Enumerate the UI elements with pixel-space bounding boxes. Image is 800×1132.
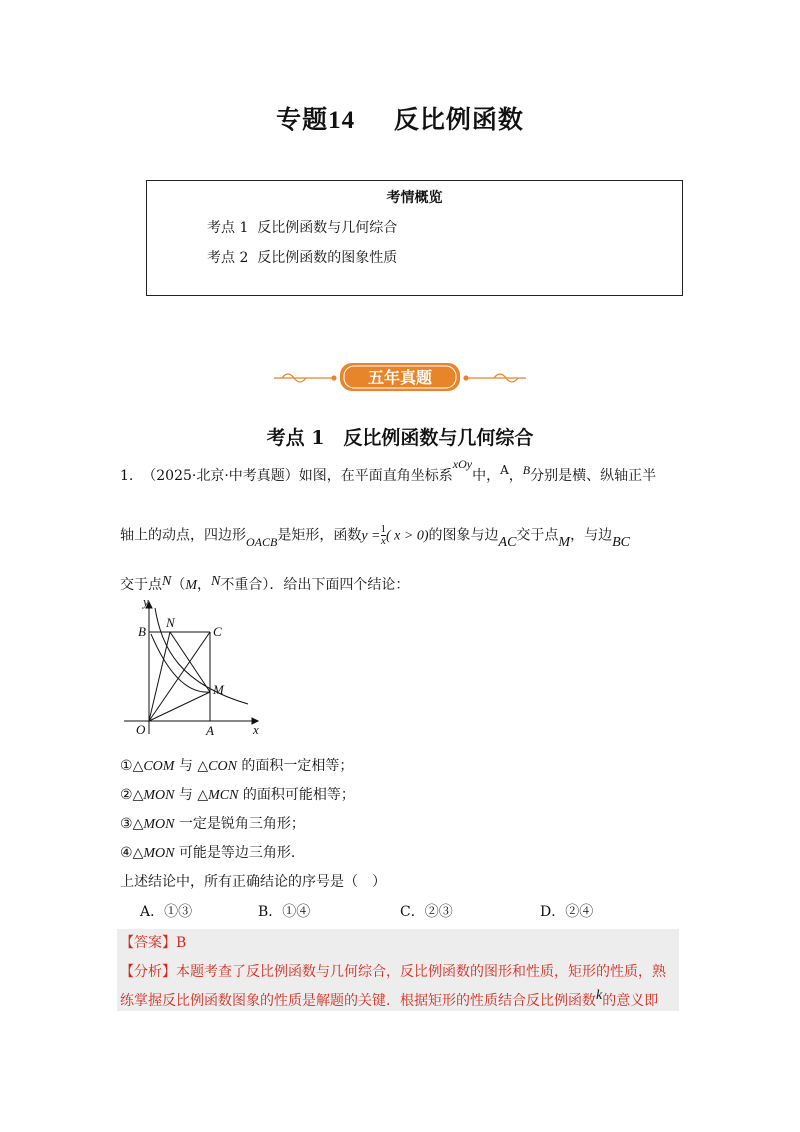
statement-triangle: MON <box>143 846 175 861</box>
point-m: M <box>558 534 571 550</box>
overview-item-text: 反比例函数的图象性质 <box>257 250 398 266</box>
option-b[interactable]: B．①④ <box>258 904 311 920</box>
analysis-line-2 <box>120 990 658 1010</box>
question-text: 不重合）．给出下面四个结论： <box>220 577 410 593</box>
point-n: N <box>162 574 172 589</box>
title-text: 反比例函数 <box>393 105 524 134</box>
statement <box>120 755 353 775</box>
question-line-2 <box>120 523 630 550</box>
overview-item-text: 反比例函数与几何综合 <box>257 220 398 236</box>
overview-box <box>146 180 683 296</box>
label-y: y <box>143 594 149 609</box>
function-domain: ( x > 0) <box>386 528 429 544</box>
overview-item <box>207 217 397 237</box>
option-c[interactable]: C．②③ <box>400 904 453 920</box>
label-c: C <box>213 624 222 639</box>
question-line-1 <box>120 457 657 485</box>
answer-line <box>120 932 186 952</box>
label-m: M <box>213 682 224 697</box>
analysis-text: 的意义即 <box>602 993 659 1009</box>
page-title <box>0 100 800 136</box>
label-o: O <box>136 722 146 737</box>
statement-text: 与 △ <box>174 758 209 774</box>
answer-value: B <box>176 935 187 951</box>
statement <box>120 813 305 833</box>
overview-item-label: 考点 1 <box>207 220 249 236</box>
point-n: N <box>211 574 221 589</box>
question-text: 交于点 <box>120 577 162 593</box>
point-a: A <box>500 463 509 477</box>
question-prompt: 上述结论中，所有正确结论的序号是（ ） <box>120 874 386 890</box>
statement <box>120 784 355 804</box>
question-text: 中， <box>472 468 501 484</box>
overview-heading: 考情概览 <box>386 190 443 206</box>
point-b: B <box>522 463 531 477</box>
statement-triangle: CON <box>208 759 237 774</box>
statement-mark: ④ <box>120 845 133 861</box>
title-prefix: 专题 <box>276 105 329 134</box>
question-line-3 <box>120 574 409 594</box>
function-lhs: y = <box>361 528 381 544</box>
answer-tag: 【答案】 <box>120 935 176 951</box>
statement-text: △ <box>132 758 144 774</box>
label-a: A <box>206 723 214 738</box>
statement-triangle: MCN <box>208 788 239 803</box>
statement-text: 可能是等边三角形. <box>174 845 296 861</box>
statement-triangle: COM <box>143 759 175 774</box>
label-x: x <box>253 722 259 737</box>
coord-system: xOy <box>452 457 473 471</box>
question-text: 轴上的动点，四边形 <box>120 527 246 544</box>
fraction-denominator: x <box>380 535 386 547</box>
statement-triangle: MON <box>143 788 175 803</box>
statement <box>120 842 295 862</box>
analysis-text: 练掌握反比例函数图象的性质是解题的关键．根据矩形的性质结合反比例函数 <box>120 993 596 1009</box>
statement-triangle: MON <box>143 817 175 832</box>
banner-text: 五年真题 <box>367 368 433 387</box>
question-text: 如图，在平面直角坐标系 <box>298 468 453 484</box>
fraction-numerator: 1 <box>380 523 387 535</box>
section-banner <box>268 360 532 394</box>
statement-mark: ③ <box>120 816 133 832</box>
statement-mark: ① <box>120 758 133 774</box>
section-title: 考点 1 反比例函数与几何综合 <box>266 427 534 449</box>
label-b: B <box>138 624 146 639</box>
statement-text: △ <box>132 845 144 861</box>
question-text: 交于点 <box>516 527 559 544</box>
geometry-figure <box>118 594 268 739</box>
statement-text: 与 △ <box>174 787 209 803</box>
analysis-tag: 【分析】 <box>120 964 176 980</box>
analysis-k: k <box>596 988 603 1003</box>
statement-mark: ② <box>120 787 133 803</box>
option-a[interactable]: A．①③ <box>140 904 193 920</box>
question-number: 1. <box>120 468 134 484</box>
statement-text: △ <box>132 787 144 803</box>
question-text: ， <box>197 577 212 593</box>
title-number: 14 <box>328 107 356 134</box>
statement-text: 一定是锐角三角形； <box>174 816 305 832</box>
question-text: 分别是横、纵轴正半 <box>530 468 657 484</box>
point-m: M <box>185 578 198 593</box>
question-text: （ <box>171 577 186 593</box>
statement-text: 的面积可能相等； <box>238 787 355 803</box>
label-n: N <box>166 615 175 630</box>
option-d[interactable]: D．②④ <box>540 904 594 920</box>
question-text: ， <box>508 468 523 484</box>
overview-item <box>207 247 397 267</box>
question-text: ，与边 <box>570 527 613 544</box>
analysis-text: 本题考查了反比例函数与几何综合，反比例函数的图形和性质，矩形的性质，熟 <box>176 964 666 980</box>
question-source: （2025·北京·中考真题） <box>142 468 299 484</box>
question-text: 的图象与边 <box>428 527 499 544</box>
question-text: 是矩形，函数 <box>277 527 362 544</box>
side-ac: AC <box>498 534 517 550</box>
overview-item-label: 考点 2 <box>207 250 249 266</box>
quad-name: OACB <box>246 534 278 549</box>
side-bc: BC <box>612 534 630 550</box>
statement-text: △ <box>132 816 144 832</box>
analysis-line-1 <box>120 961 666 981</box>
statement-text: 的面积一定相等； <box>236 758 354 774</box>
